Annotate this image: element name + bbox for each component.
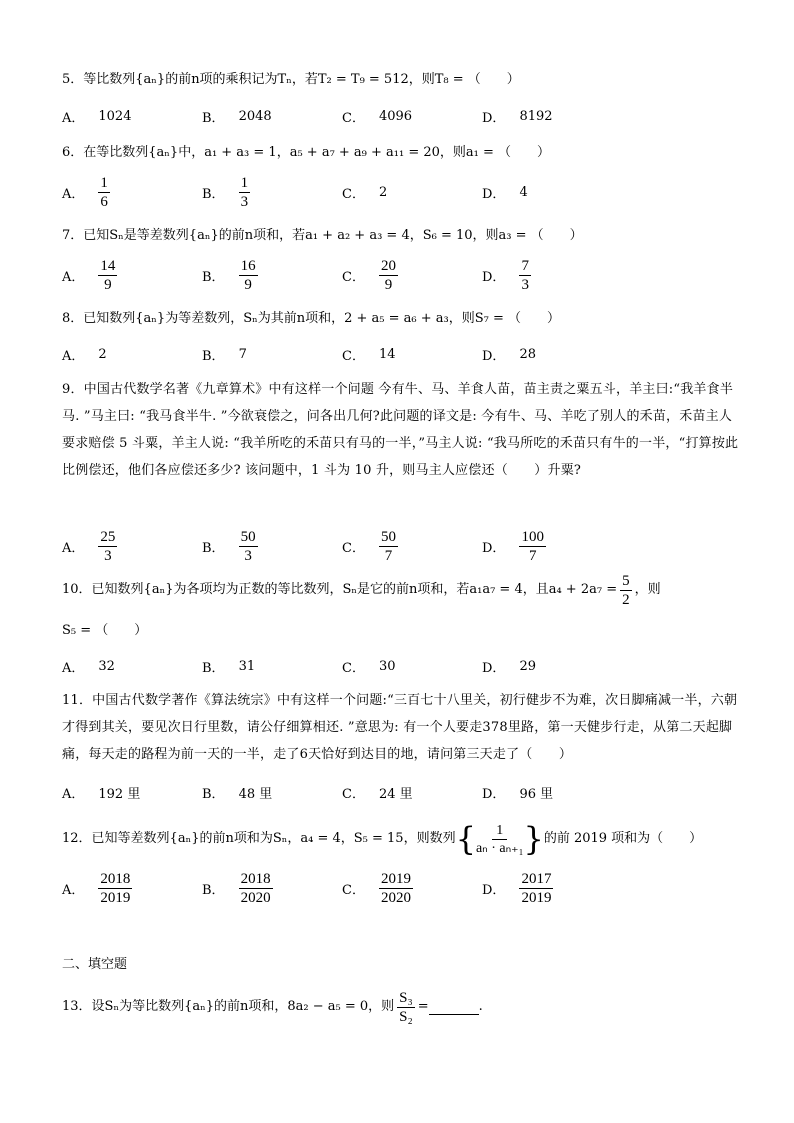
fraction xyxy=(98,870,132,907)
option-value: 4096 xyxy=(378,108,413,124)
option-value: 7 xyxy=(238,346,247,362)
option-label: B． xyxy=(202,348,225,364)
numerator: 2018 xyxy=(100,870,131,887)
fraction xyxy=(519,870,553,907)
section-heading: 二、填空题 xyxy=(62,957,128,972)
option-label: B． xyxy=(202,882,225,898)
options-11 xyxy=(62,782,742,802)
option-b xyxy=(202,170,250,214)
numerator: 100 xyxy=(521,528,544,545)
option-value: 48 里 xyxy=(238,786,273,802)
option-label: C． xyxy=(342,540,365,556)
option-c xyxy=(342,253,398,297)
option-d xyxy=(482,656,536,676)
question-8: 8．已知数列{aₙ}为等差数列，Sₙ为其前n项和，2 + a₅ = a₆ + a₃，则S₇ = （ ） xyxy=(62,311,560,326)
option-d xyxy=(482,782,553,802)
option-c xyxy=(342,782,413,802)
option-label: A． xyxy=(62,348,85,364)
denominator: 3 xyxy=(244,547,252,564)
fraction xyxy=(379,257,398,294)
numerator: 1 xyxy=(240,174,249,191)
fraction xyxy=(239,870,273,907)
options-6 xyxy=(62,170,742,214)
option-value: 28 xyxy=(519,346,536,362)
question-11: 11．中国古代数学著作《算法统宗》中有这样一个问题:“三百七十八里关，初行健步不为难，次日脚痛减一半，六朝才得到其关，要见次日行里数，请公仔细算相还. ”意思为: 有一个人要走378里路，第一天健步行走，从第二天起脚痛，每天走的路程为前一天的一半，走了6天恰好到达目的地，请问第三天走了（ ） xyxy=(62,693,738,762)
numerator: 50 xyxy=(380,528,396,545)
option-d xyxy=(482,866,553,910)
numerator: 5 xyxy=(622,572,630,589)
question-13-end: . xyxy=(478,999,483,1014)
option-label: A． xyxy=(62,269,85,285)
question-7: 7．已知Sₙ是等差数列{aₙ}的前n项和，若a₁ + a₂ + a₃ = 4，S₆ = 10，则a₃ = （ ） xyxy=(62,228,583,243)
fraction xyxy=(397,989,415,1026)
fraction xyxy=(239,257,258,294)
option-label: B． xyxy=(202,540,225,556)
option-label: C． xyxy=(342,660,365,676)
option-value: 14 xyxy=(378,346,396,362)
denominator: 2020 xyxy=(240,889,271,906)
option-label: A． xyxy=(62,110,85,126)
fraction xyxy=(239,528,258,565)
option-label: C． xyxy=(342,269,365,285)
option-c xyxy=(342,106,412,126)
numerator: 25 xyxy=(100,528,116,545)
option-d xyxy=(482,106,553,126)
option-a xyxy=(62,782,140,802)
option-label: D． xyxy=(482,660,506,676)
denominator: 9 xyxy=(244,276,252,293)
option-label: C． xyxy=(342,786,365,802)
question-13-text: 13．设Sₙ为等比数列{aₙ}的前n项和，8a₂ − a₅ = 0，则 xyxy=(62,999,395,1014)
question-12-text: 12．已知等差数列{aₙ}的前n项和为Sₙ，a₄ = 4，S₅ = 15，则数列 xyxy=(62,831,456,846)
option-a xyxy=(62,253,117,297)
option-c xyxy=(342,866,413,910)
option-value: 1024 xyxy=(98,108,132,124)
numerator: 50 xyxy=(240,528,256,545)
option-label: D． xyxy=(482,786,506,802)
option-label: A． xyxy=(62,786,85,802)
numerator: 2018 xyxy=(240,870,271,887)
option-b xyxy=(202,656,255,676)
option-value: 31 xyxy=(238,658,256,674)
numerator: 1 xyxy=(492,822,507,840)
numerator: 16 xyxy=(240,257,256,274)
option-value: 29 xyxy=(519,658,536,674)
fraction xyxy=(98,174,110,211)
fraction xyxy=(519,528,546,565)
question-12-text-end: 的前 2019 项和为（ ） xyxy=(543,831,703,846)
numerator: 14 xyxy=(100,257,116,274)
option-b xyxy=(202,782,272,802)
option-b xyxy=(202,866,273,910)
question-10 xyxy=(62,570,742,610)
fraction xyxy=(519,257,531,294)
fraction xyxy=(98,528,117,565)
denominator: 9 xyxy=(384,276,393,293)
option-d xyxy=(482,170,528,214)
numerator: 7 xyxy=(521,257,529,274)
option-label: B． xyxy=(202,786,225,802)
question-10-line2: S₅ = （ ） xyxy=(62,623,148,638)
question-13 xyxy=(62,984,742,1030)
right-brace: } xyxy=(523,820,544,858)
numerator: 2019 xyxy=(380,870,411,887)
option-label: A． xyxy=(62,540,85,556)
option-d xyxy=(482,253,531,297)
option-label: B． xyxy=(202,660,225,676)
option-d xyxy=(482,344,536,364)
option-b xyxy=(202,524,258,568)
numerator: 20 xyxy=(380,257,396,274)
option-label: D． xyxy=(482,269,506,285)
question-9: 9．中国古代数学名著《九章算术》中有这样一个问题 今有牛、马、羊食人苗，苗主责之粟五斗，羊主曰:“我羊食半马. ”马主曰: “我马食半牛. ”今欲衰偿之，问各出几何?此问题的译文是: 今有牛、马、羊吃了别人的禾苗，禾苗主人要求赔偿 5 斗粟，羊主人说: “我羊所吃的禾苗只有马的一半，”马主人说: “我马所吃的禾苗只有牛的一半，“打算按此比例偿还，他们各应偿还多少? 该问题中，1 斗为 10 升，则马主人应偿还（ ）升粟? xyxy=(62,382,739,478)
option-value: 32 xyxy=(98,658,115,674)
left-brace: { xyxy=(455,820,476,858)
option-c xyxy=(342,524,398,568)
option-a xyxy=(62,106,131,126)
fraction xyxy=(239,174,251,211)
option-label: C． xyxy=(342,348,365,364)
options-5 xyxy=(62,106,742,126)
option-label: A． xyxy=(62,882,85,898)
question-10-text-end: ，则 xyxy=(634,582,661,597)
option-label: D． xyxy=(482,110,506,126)
option-value: 2048 xyxy=(238,108,272,124)
fraction xyxy=(379,870,413,907)
answer-blank xyxy=(429,1000,479,1015)
denominator: 3 xyxy=(240,193,249,210)
option-label: A． xyxy=(62,660,85,676)
option-b xyxy=(202,344,247,364)
option-value: 2 xyxy=(98,346,107,362)
denominator: 9 xyxy=(104,276,112,293)
option-c xyxy=(342,344,396,364)
option-a xyxy=(62,524,117,568)
question-10-text: 10．已知数列{aₙ}为各项均为正数的等比数列，Sₙ是它的前n项和，若a₁a₇ = 4，且a₄ + 2a₇ = xyxy=(62,582,618,597)
option-label: C． xyxy=(342,110,365,126)
options-8 xyxy=(62,344,742,364)
option-b xyxy=(202,253,258,297)
denominator: S₂ xyxy=(399,1008,413,1025)
option-value: 24 里 xyxy=(378,786,413,802)
question-6: 6．在等比数列{aₙ}中，a₁ + a₃ = 1，a₅ + a₇ + a₉ + a₁₁ = 20，则a₁ = （ ） xyxy=(62,145,551,160)
option-value: 8192 xyxy=(519,108,553,124)
option-label: D． xyxy=(482,882,506,898)
option-value: 2 xyxy=(378,184,388,200)
option-label: C． xyxy=(342,882,365,898)
denominator: 2019 xyxy=(100,889,131,906)
option-label: B． xyxy=(202,186,225,202)
options-9 xyxy=(62,524,742,568)
question-12 xyxy=(62,816,742,862)
option-d xyxy=(482,524,546,568)
option-a xyxy=(62,866,132,910)
denominator: 2 xyxy=(622,591,630,608)
option-a xyxy=(62,344,107,364)
option-value: 30 xyxy=(378,658,396,674)
denominator: 6 xyxy=(100,193,108,210)
numerator: 1 xyxy=(100,174,108,191)
numerator: S₃ xyxy=(399,989,413,1006)
fraction xyxy=(620,572,632,609)
option-label: B． xyxy=(202,110,225,126)
denominator: 7 xyxy=(528,547,537,564)
denominator: 2020 xyxy=(380,889,411,906)
option-label: D． xyxy=(482,186,506,202)
question-5: 5．等比数列{aₙ}的前n项的乘积记为Tₙ，若T₂ = T₉ = 512，则T₈ = （ ） xyxy=(62,72,520,87)
numerator: 2017 xyxy=(521,870,552,887)
option-label: B． xyxy=(202,269,225,285)
option-c xyxy=(342,656,396,676)
option-value: 96 里 xyxy=(519,786,554,802)
equals-sign: = xyxy=(417,999,429,1014)
option-label: A． xyxy=(62,186,85,202)
fraction xyxy=(379,528,398,565)
option-a xyxy=(62,656,115,676)
fraction xyxy=(98,257,117,294)
denominator: 3 xyxy=(104,547,112,564)
option-c xyxy=(342,170,387,214)
option-value: 192 里 xyxy=(98,786,141,802)
denominator: aₙ · aₙ₊₁ xyxy=(475,840,524,856)
denominator: 7 xyxy=(384,547,393,564)
options-7 xyxy=(62,253,742,297)
options-12 xyxy=(62,866,742,910)
option-label: C． xyxy=(342,186,365,202)
denominator: 3 xyxy=(521,276,529,293)
fraction xyxy=(476,822,524,857)
option-label: D． xyxy=(482,540,506,556)
denominator: 2019 xyxy=(521,889,552,906)
option-value: 4 xyxy=(519,184,528,200)
option-a xyxy=(62,170,110,214)
options-10 xyxy=(62,656,742,676)
option-label: D． xyxy=(482,348,506,364)
option-b xyxy=(202,106,272,126)
